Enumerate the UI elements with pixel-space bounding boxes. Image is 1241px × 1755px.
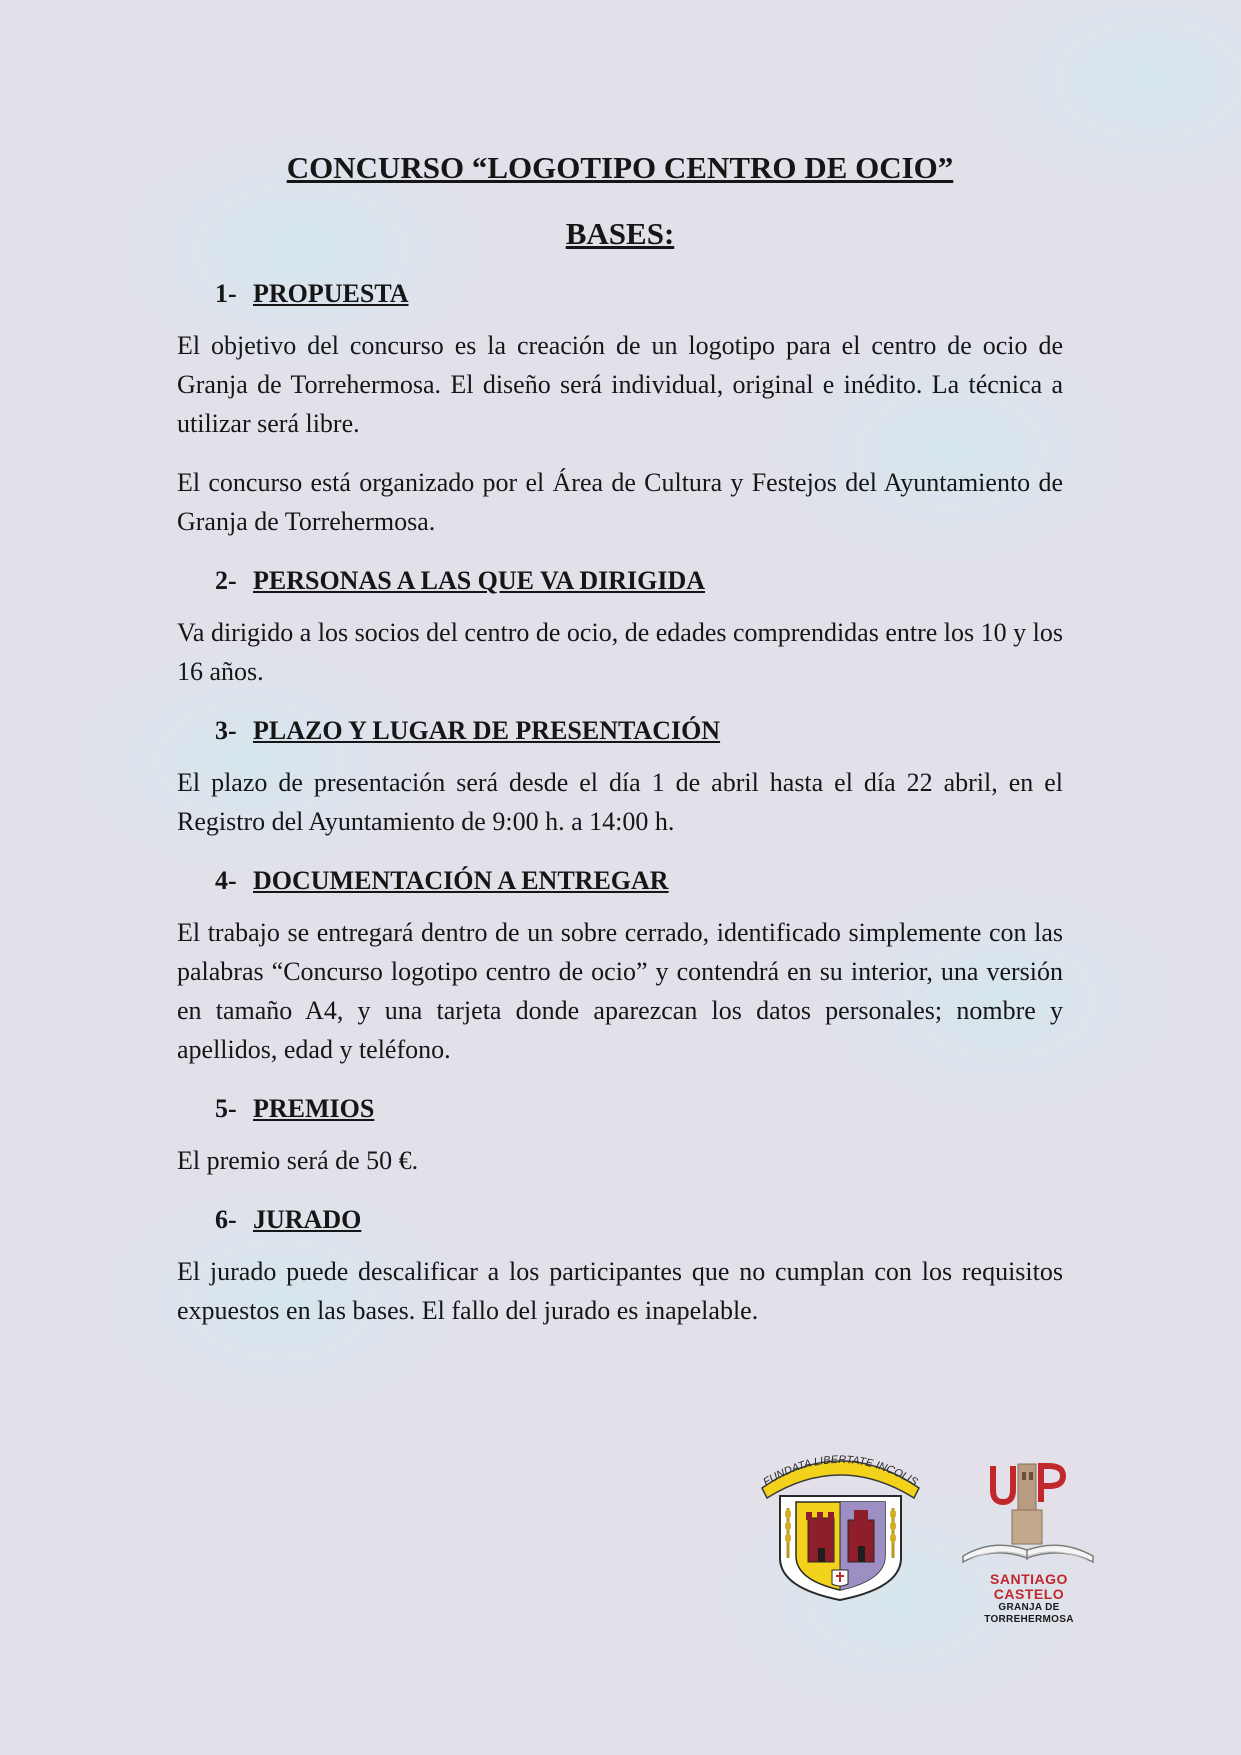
- up-logo-name: SANTIAGO CASTELO: [990, 1571, 1068, 1602]
- section-paragraph: El objetivo del concurso es la creación de un logotipo para el centro de ocio de Granja de Torrehermosa. El diseño será individual, original e inédito. La técnica a utilizar será libre.: [177, 331, 1063, 438]
- section-number: 6-: [215, 1205, 237, 1234]
- section-heading: [215, 711, 1063, 751]
- section-heading-label: PLAZO Y LUGAR DE PRESENTACIÓN: [253, 716, 721, 745]
- section-personas: [177, 561, 1063, 691]
- section-heading-label: JURADO: [253, 1205, 362, 1234]
- up-logo: [953, 1460, 1105, 1626]
- section-heading-label: PROPUESTA: [253, 279, 409, 308]
- section-heading: [215, 561, 1063, 601]
- crest-motto: FUNDATA LIBERTATE INCOLIS: [761, 1453, 920, 1489]
- section-paragraph: El plazo de presentación será desde el día 1 de abril hasta el día 22 abril, en el Registro del Ayuntamiento de 9:00 h. a 14:00 h.: [177, 768, 1063, 836]
- section-paragraph: El concurso está organizado por el Área de Cultura y Festejos del Ayuntamiento de Granja de Torrehermosa.: [177, 468, 1063, 536]
- section-propuesta: [177, 274, 1063, 541]
- section-heading: [215, 861, 1063, 901]
- section-documentacion: [177, 861, 1063, 1069]
- section-heading-label: PERSONAS A LAS QUE VA DIRIGIDA: [253, 566, 706, 595]
- section-heading-label: PREMIOS: [253, 1094, 375, 1123]
- section-paragraph: El trabajo se entregará dentro de un sobre cerrado, identificado simplemente con las palabras “Concurso logotipo centro de ocio” y contendrá en su interior, una versión en tamaño A4, y una tarjeta donde aparezcan los datos personales; nombre y apellidos, edad y teléfono.: [177, 918, 1063, 1064]
- section-heading: [215, 1200, 1063, 1240]
- document-subtitle: BASES:: [565, 216, 675, 251]
- section-heading: [215, 274, 1063, 314]
- footer-logos: [758, 1448, 1108, 1625]
- up-tower-book-logo: [953, 1460, 1105, 1570]
- document-page: [177, 146, 1063, 1350]
- up-logo-town: GRANJA DE TORREHERMOSA: [984, 1602, 1074, 1625]
- section-number: 3-: [215, 716, 237, 745]
- section-heading-label: DOCUMENTACIÓN A ENTREGAR: [253, 866, 669, 895]
- section-plazo: [177, 711, 1063, 841]
- coat-of-arms-icon: [758, 1448, 923, 1603]
- section-heading: [215, 1089, 1063, 1129]
- document-title: CONCURSO “LOGOTIPO CENTRO DE OCIO”: [286, 150, 954, 185]
- section-paragraph: Va dirigido a los socios del centro de ocio, de edades comprendidas entre los 10 y los 16 años.: [177, 618, 1063, 686]
- section-premios: [177, 1089, 1063, 1180]
- section-paragraph: El jurado puede descalificar a los participantes que no cumplan con los requisitos expuestos en las bases. El fallo del jurado es inapelable.: [177, 1257, 1063, 1325]
- section-paragraph: El premio será de 50 €.: [177, 1146, 419, 1175]
- section-number: 5-: [215, 1094, 237, 1123]
- section-number: 2-: [215, 566, 237, 595]
- section-number: 4-: [215, 866, 237, 895]
- section-jurado: [177, 1200, 1063, 1330]
- section-number: 1-: [215, 279, 237, 308]
